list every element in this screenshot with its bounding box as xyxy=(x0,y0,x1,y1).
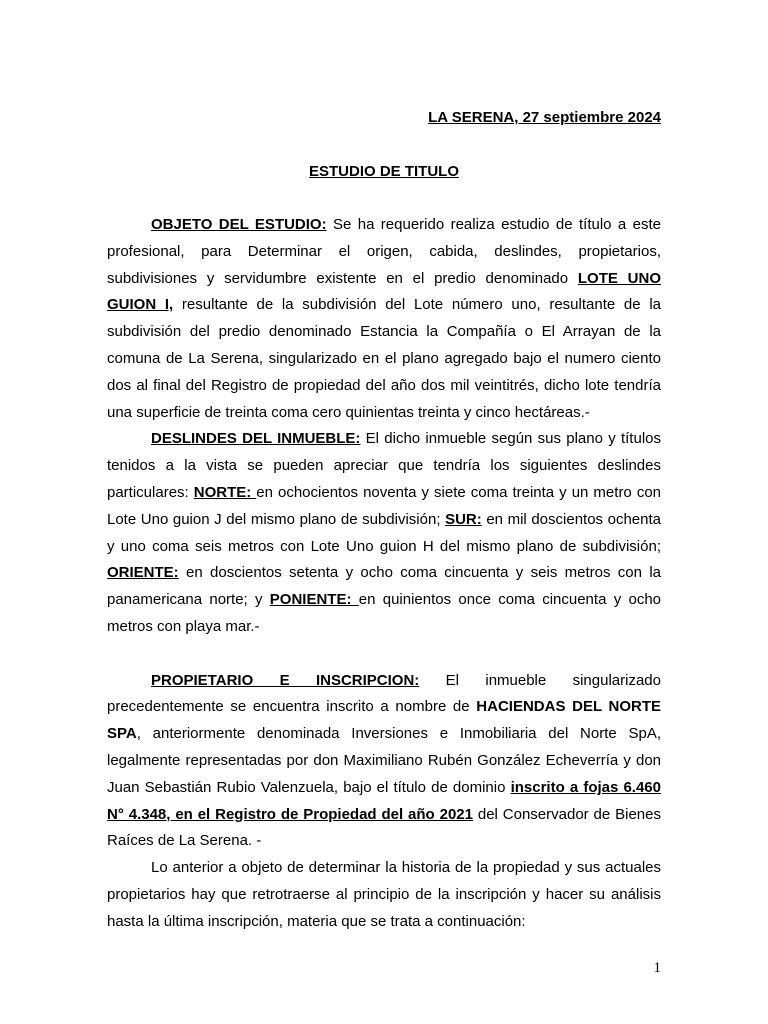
heading-deslindes: DESLINDES DEL INMUEBLE: xyxy=(151,430,361,448)
propietario-text-3: del Conservador de Bienes Raíces de La Serena. - xyxy=(107,805,661,850)
deslindes-text-2: en ochocientos noventa y siete coma treinta y un metro con Lote Uno guion J del mismo plano de subdivisión; xyxy=(107,483,661,528)
label-poniente: PONIENTE: xyxy=(269,591,359,609)
paragraph-historia: Lo anterior a objeto de determinar la historia de la propiedad y sus actuales propietarios hay que retrotraerse al principio de la inscripción y hacer su análisis hasta la última inscripción, materia que se trata a continuación: xyxy=(107,859,661,930)
page-number: 1 xyxy=(653,960,661,976)
label-oriente: ORIENTE: xyxy=(107,564,179,582)
heading-objeto: OBJETO DEL ESTUDIO: xyxy=(151,216,327,233)
lote-name: LOTE UNO GUION I, xyxy=(107,269,661,314)
document-body xyxy=(107,212,661,936)
paragraph-objeto xyxy=(107,212,661,426)
paragraph-propietario xyxy=(107,668,661,856)
objeto-text-1: Se ha requerido realiza estudio de título a este profesional, para Determinar el origen, cabida, deslindes, propietarios, subdivisiones y servidumbre existente en el predio denominado xyxy=(107,216,661,287)
document-title: ESTUDIO DE TITULO xyxy=(309,163,459,180)
inscription-reference: inscrito a fojas 6.460 N° 4.348, en el Registro de Propiedad del año 2021 xyxy=(107,778,661,823)
deslindes-text-1: El dicho inmueble según sus plano y títulos tenidos a la vista se pueden apreciar que tendría los siguientes deslindes particulares: xyxy=(107,430,661,501)
paragraph-deslindes xyxy=(107,426,661,640)
deslindes-text-5: en quinientos once coma cincuenta y ocho metros con playa mar.- xyxy=(107,591,662,635)
propietario-text-1: El inmueble singularizado precedentemente se encuentra inscrito a nombre de xyxy=(107,671,661,716)
deslindes-text-4: en doscientos setenta y ocho coma cincuenta y seis metros con la panamericana norte; y xyxy=(107,564,661,609)
owner-name: HACIENDAS DEL NORTE SPA xyxy=(107,698,661,743)
document-date: LA SERENA, 27 septiembre 2024 xyxy=(428,109,661,126)
propietario-text-2: , anteriormente denominada Inversiones e Inmobiliaria del Norte SpA, legalmente representadas por don Maximiliano Rubén González Echeverría y don Juan Sebastián Rubio Valenzuela, bajo el título de dominio xyxy=(107,725,661,796)
deslindes-text-3: en mil doscientos ochenta y uno coma seis metros con Lote Uno guion H del mismo plano de subdivisión; xyxy=(107,510,661,555)
heading-propietario: PROPIETARIO E INSCRIPCION: xyxy=(151,671,420,689)
objeto-text-2: resultante de la subdivisión del Lote número uno, resultante de la subdivisión del predio denominado Estancia la Compañía o El Arrayan de la comuna de La Serena, singularizado en el plano agregado bajo el numero ciento dos al final del Registro de propiedad del año dos mil veintitrés, dicho lote tendría una superficie de treinta coma cero quinientas treinta y cinco hectáreas.- xyxy=(107,296,661,421)
label-sur: SUR: xyxy=(445,510,482,528)
label-norte: NORTE: xyxy=(193,483,257,501)
